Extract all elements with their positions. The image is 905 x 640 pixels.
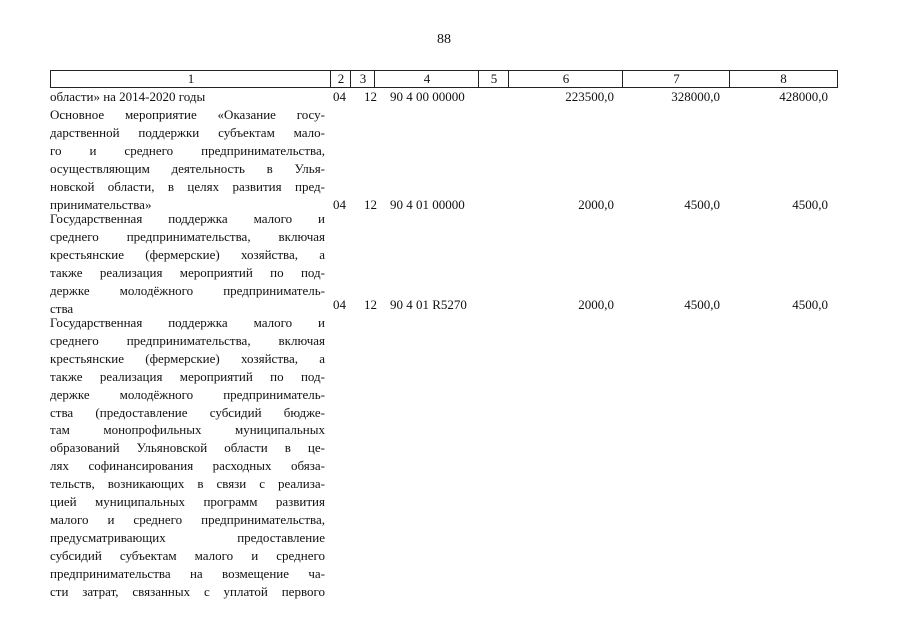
header-col-5: 5 (478, 70, 509, 88)
description-line: сти затрат, связанных с уплатой первого (50, 583, 325, 599)
description-line: ства (предоставление субсидий бюдже- (50, 404, 325, 420)
description-line: крестьянские (фермерские) хозяйства, а (50, 246, 325, 262)
col-target-code: 90 4 01 00000 (390, 197, 465, 212)
header-col-7: 7 (622, 70, 730, 88)
col-value-7: 4500,0 (684, 197, 720, 212)
description-line: принимательства» (50, 196, 152, 212)
description-line: цией муниципальных программ развития (50, 494, 325, 510)
page-number: 88 (437, 32, 451, 47)
description-line: также реализация мероприятий по под- (50, 368, 325, 384)
header-col-6: 6 (508, 70, 623, 88)
description-line: также реализация мероприятий по под- (50, 264, 325, 280)
description-line: среднего предпринимательства, включая (50, 332, 325, 348)
col-subsection: 12 (364, 297, 377, 312)
description-line: Государственная поддержка малого и (50, 315, 325, 330)
description-line: дарственной поддержки субъектам мало- (50, 124, 325, 140)
col-value-6: 2000,0 (578, 197, 614, 212)
col-value-7: 328000,0 (671, 89, 720, 104)
description-line: тельств, возникающих в связи с реализа- (50, 476, 325, 492)
description-line: области» на 2014-2020 годы (50, 89, 206, 104)
description-line: крестьянские (фермерские) хозяйства, а (50, 350, 325, 366)
header-col-1: 1 (50, 70, 331, 88)
header-col-8: 8 (729, 70, 838, 88)
row-description (50, 210, 325, 317)
description-line: лях софинансирования расходных обяза- (50, 458, 325, 474)
col-value-6: 223500,0 (565, 89, 614, 104)
header-col-4: 4 (374, 70, 479, 88)
description-line: осуществляющим деятельность в Улья- (50, 160, 325, 176)
header-col-3: 3 (350, 70, 375, 88)
row-description (50, 314, 325, 601)
description-line: держке молодёжного предприниматель- (50, 282, 325, 298)
description-line: среднего предпринимательства, включая (50, 228, 325, 244)
description-line: предусматривающих предоставление (50, 529, 325, 545)
col-value-8: 4500,0 (792, 197, 828, 212)
description-line: там монопрофильных муниципальных (50, 422, 325, 438)
table-header (50, 70, 837, 87)
description-line: го и среднего предпринимательства, (50, 142, 325, 158)
description-line: ства (50, 300, 74, 316)
col-section: 04 (333, 297, 346, 312)
description-line: образований Ульяновской области в це- (50, 440, 325, 456)
description-line: Государственная поддержка малого и (50, 211, 325, 226)
col-section: 04 (333, 89, 346, 104)
row-description (50, 106, 325, 213)
col-section: 04 (333, 197, 346, 212)
description-line: Основное мероприятие «Оказание госу- (50, 107, 325, 122)
col-target-code: 90 4 00 00000 (390, 89, 465, 104)
description-line: новской области, в целях развития пред- (50, 178, 325, 194)
description-line: малого и среднего предпринимательства, (50, 511, 325, 527)
header-col-2: 2 (330, 70, 351, 88)
col-value-6: 2000,0 (578, 297, 614, 312)
col-value-7: 4500,0 (684, 297, 720, 312)
col-subsection: 12 (364, 89, 377, 104)
col-value-8: 4500,0 (792, 297, 828, 312)
description-line: предпринимательства на возмещение ча- (50, 565, 325, 581)
col-subsection: 12 (364, 197, 377, 212)
description-line: субсидий субъектам малого и среднего (50, 547, 325, 563)
row-description (50, 88, 325, 106)
col-value-8: 428000,0 (779, 89, 828, 104)
description-line: держке молодёжного предприниматель- (50, 386, 325, 402)
col-target-code: 90 4 01 R5270 (390, 297, 467, 312)
